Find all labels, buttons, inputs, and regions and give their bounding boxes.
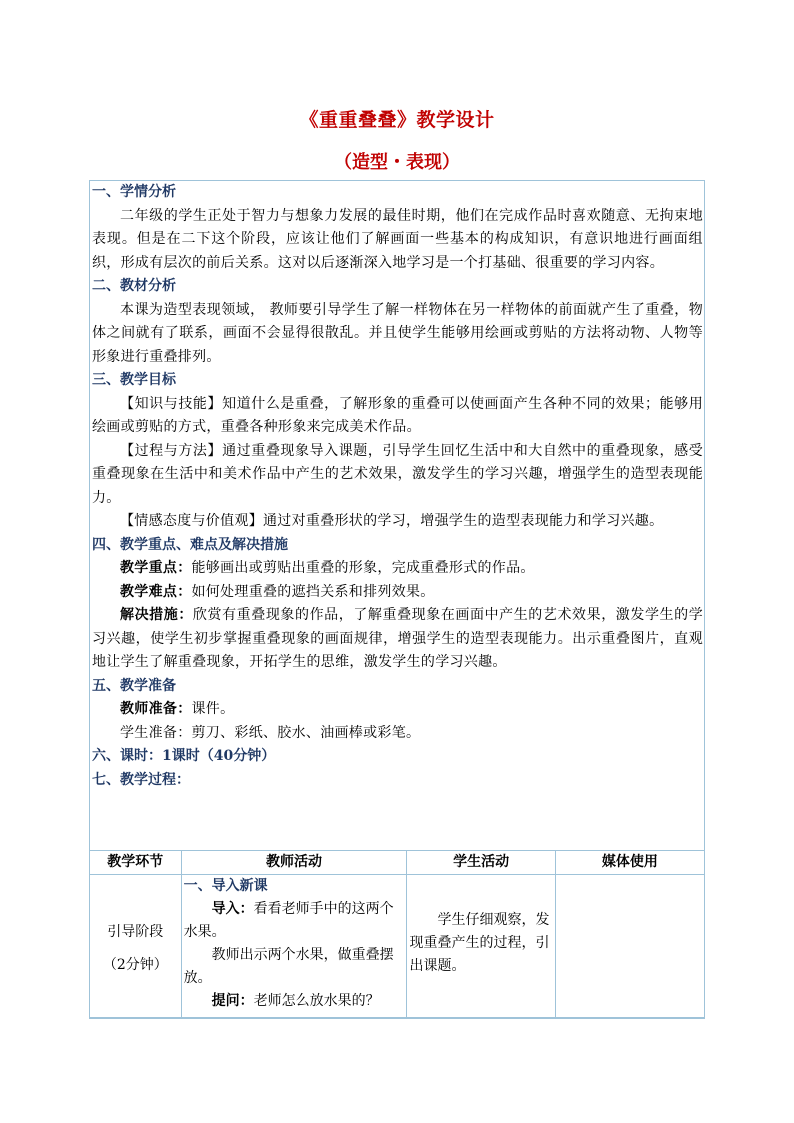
material-analysis-text: 本课为造型表现领域， 教师要引导学生了解一样物体在另一样物体的前面就产生了重叠，物体之间就有了联系，画面不会显得很散乱。并且使学生能够用绘画或剪贴的方法将动物、人物等形象进行重叠排列。 — [92, 301, 703, 365]
student-prep-text: 剪刀、彩纸、胶水、油画棒或彩笔。 — [191, 724, 421, 741]
header-stage: 教学环节 — [90, 851, 182, 875]
solution-line — [92, 604, 703, 675]
intro-label: 导入： — [211, 901, 254, 917]
solution-text: 欣赏有重叠现象的作品，了解重叠现象在画面中产生的艺术效果，激发学生的学习兴趣，使学生初步掌握重叠现象的画面规律，增强学生的造型表现能力。出示重叠图片，直观地让学生了解重叠现象，开拓学生的思维，激发学生的学习兴趣。 — [92, 607, 704, 670]
student-activity-cell — [407, 875, 555, 1019]
media-cell — [555, 875, 704, 1019]
page-subtitle: （造型・表现） — [334, 152, 460, 173]
teaching-process-table — [89, 850, 705, 1019]
header-teacher-activity: 教师活动 — [181, 851, 407, 875]
teacher-prep-line — [92, 698, 703, 722]
intro-text: 看看老师手中的这两个水果。 — [183, 901, 394, 940]
section-heading-material-analysis: 二、教材分析 — [92, 278, 176, 294]
table-header-row — [90, 851, 705, 875]
header-media: 媒体使用 — [555, 851, 704, 875]
header-student-activity: 学生活动 — [407, 851, 555, 875]
difficulty-line — [92, 581, 703, 605]
student-prep-line — [92, 722, 703, 746]
lesson-body — [89, 181, 705, 792]
key-point-text: 能够画出或剪贴出重叠的形象，完成重叠形式的作品。 — [191, 560, 535, 576]
question-label: 提问： — [211, 993, 254, 1009]
teacher-activity-demo: 教师出示两个水果，做重叠摆放。 — [183, 947, 394, 986]
difficulty-label: 教学难点： — [120, 583, 192, 600]
section-heading-objectives: 三、教学目标 — [92, 372, 176, 388]
section-heading-preparation: 五、教学准备 — [92, 677, 176, 694]
objective-process: 【过程与方法】通过重叠现象导入课题，引导学生回忆生活中和大自然中的重叠现象，感受重叠现象在生活中和美术作品中产生的艺术效果，激发学生的学习兴趣，增强学生的造型表现能力。 — [92, 442, 703, 506]
teacher-activity-heading: 一、导入新课 — [183, 878, 268, 894]
section-heading-key-points: 四、教学重点、难点及解决措施 — [92, 536, 288, 553]
table-row — [90, 875, 705, 1019]
section-heading-teaching-process: 七、教学过程： — [92, 771, 190, 788]
stage-time: （2分钟） — [102, 957, 168, 973]
teacher-activity-intro — [182, 898, 407, 944]
teacher-prep-text: 课件。 — [191, 701, 235, 717]
key-point-label: 教学重点： — [120, 560, 192, 576]
teacher-activity-cell — [181, 875, 407, 1019]
question-text: 老师怎么放水果的？ — [253, 993, 380, 1009]
key-point-line — [92, 557, 703, 581]
student-prep-label: 学生准备： — [120, 724, 192, 741]
stage-name: 引导阶段 — [107, 924, 164, 940]
solution-label: 解决措施： — [120, 607, 193, 623]
objective-attitude: 【情感态度与价值观】通过对重叠形状的学习，增强学生的造型表现能力和学习兴趣。 — [120, 513, 664, 529]
objective-knowledge: 【知识与技能】知道什么是重叠，了解形象的重叠可以使画面产生各种不同的效果；能够用绘画或剪贴的方式，重叠各种形象来完成美术作品。 — [92, 395, 703, 435]
section-heading-class-hours: 六、课时：1课时（40分钟） — [92, 748, 276, 764]
teacher-activity-question — [182, 990, 407, 1013]
student-activity-text: 学生仔细观察，发现重叠产生的过程，引出课题。 — [409, 912, 550, 974]
section-heading-learner-analysis: 一、学情分析 — [92, 184, 176, 200]
difficulty-text: 如何处理重叠的遮挡关系和排列效果。 — [191, 583, 435, 600]
page-title: 《重重叠叠》教学设计 — [299, 109, 495, 131]
teacher-prep-label: 教师准备： — [120, 701, 192, 717]
learner-analysis-text: 二年级的学生正处于智力与想象力发展的最佳时期，他们在完成作品时喜欢随意、无拘束地表现。但是在二下这个阶段，应该让他们了解画面一些基本的构成知识，有意识地进行画面组织，形成有层次的前后关系。这对以后逐渐深入地学习是一个打基础、很重要的学习内容。 — [92, 207, 703, 271]
stage-cell — [90, 875, 182, 1019]
